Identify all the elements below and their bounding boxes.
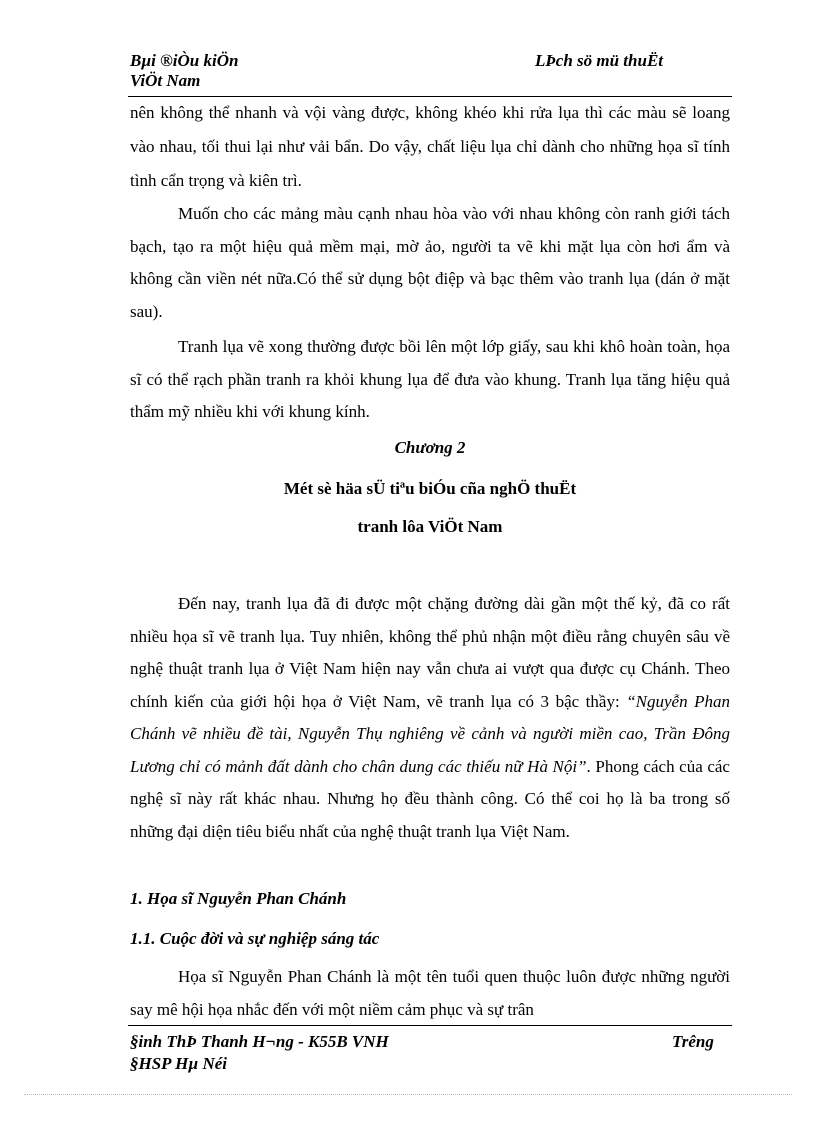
footer-left-line1: §inh ThÞ Thanh H¬ng - K55B VNH — [130, 1032, 389, 1051]
footer-left-line2: §HSP Hµ Néi — [130, 1054, 227, 1073]
chapter-title-line1: Mét sè häa sÜ tiªu biÓu cña nghÖ thuËt — [283, 479, 577, 498]
paragraph-1: nên không thể nhanh và vội vàng được, không khéo khi rửa lụa thì các màu sẽ loang vào nhau, tối thui lại như vải bẩn. Do vậy, chất liệu lụa chỉ dành cho những họa sĩ tính tình cẩn trọng và kiên trì. — [130, 103, 730, 190]
chapter-number: Chương 2 — [394, 438, 466, 457]
chapter-title-line2: tranh lôa ViÖt Nam — [357, 517, 503, 536]
paragraph-4-intro: Đến nay, tranh lụa đã đi được một chặng đường dài gần một thế kỷ, đã co rất nhiều họa sĩ vẽ tranh lụa. Tuy nhiên, không thể phủ nhận một điều rằng chuyên sâu về nghệ thuật tranh lụa ở Việt Nam hiện nay vẫn chưa ai vượt qua được cụ Chánh. Theo chính kiến của giới hội họa ở Việt Nam, vẽ tranh lụa có 3 bậc thầy: — [130, 594, 730, 711]
paragraph-4 — [130, 588, 730, 848]
header-left-line2: ViÖt Nam — [130, 71, 201, 90]
paragraph-5: Họa sĩ Nguyễn Phan Chánh là một tên tuổi quen thuộc luôn được những người say mê hội họa nhắc đến với một niềm cảm phục và sự trân — [130, 967, 730, 1019]
paragraph-4-quote: “Nguyễn Phan Chánh vẽ nhiều đề tài, Nguyễn Thụ nghiêng về cảnh và người miền cao, Trần Đông Lương chỉ có mảnh đất dành cho chân dung các thiếu nữ Hà Nội” — [130, 691, 730, 776]
running-header-left — [130, 51, 238, 91]
header-left-line1: Bµi ®iÒu kiÖn — [130, 51, 239, 70]
section-heading-1-1: 1.1. Cuộc đời và sự nghiệp sáng tác — [130, 929, 380, 948]
paragraph-3: Tranh lụa vẽ xong thường được bồi lên một lớp giấy, sau khi khô hoàn toàn, họa sĩ có thể rạch phần tranh ra khỏi khung lụa để đưa vào khung. Tranh lụa tăng hiệu quả thẩm mỹ nhiều khi với khung kính. — [130, 337, 730, 421]
running-footer-right: Trêng — [672, 1032, 714, 1051]
page-edge — [24, 1094, 792, 1095]
footer-divider — [128, 1025, 732, 1026]
paragraph-2: Muốn cho các mảng màu cạnh nhau hòa vào với nhau không còn ranh giới tách bạch, tạo ra một hiệu quả mềm mại, mờ ảo, người ta vẽ khi mặt lụa còn hơi ẩm và không cần viền nét nữa.Có thể sử dụng bột điệp và bạc thêm vào tranh lụa (dán ở mặt sau). — [130, 204, 730, 321]
section-heading-1: 1. Họa sĩ Nguyễn Phan Chánh — [130, 889, 347, 908]
running-header-right: LÞch sö mü thuËt — [535, 51, 664, 70]
running-footer-left — [130, 1031, 389, 1075]
paragraph-4-outro: . Phong cách của các nghệ sĩ này rất khác nhau. Nhưng họ đều thành công. Có thể coi họ là ba trong số những đại diện tiêu biểu nhất của nghệ thuật tranh lụa Việt Nam. — [130, 756, 730, 841]
